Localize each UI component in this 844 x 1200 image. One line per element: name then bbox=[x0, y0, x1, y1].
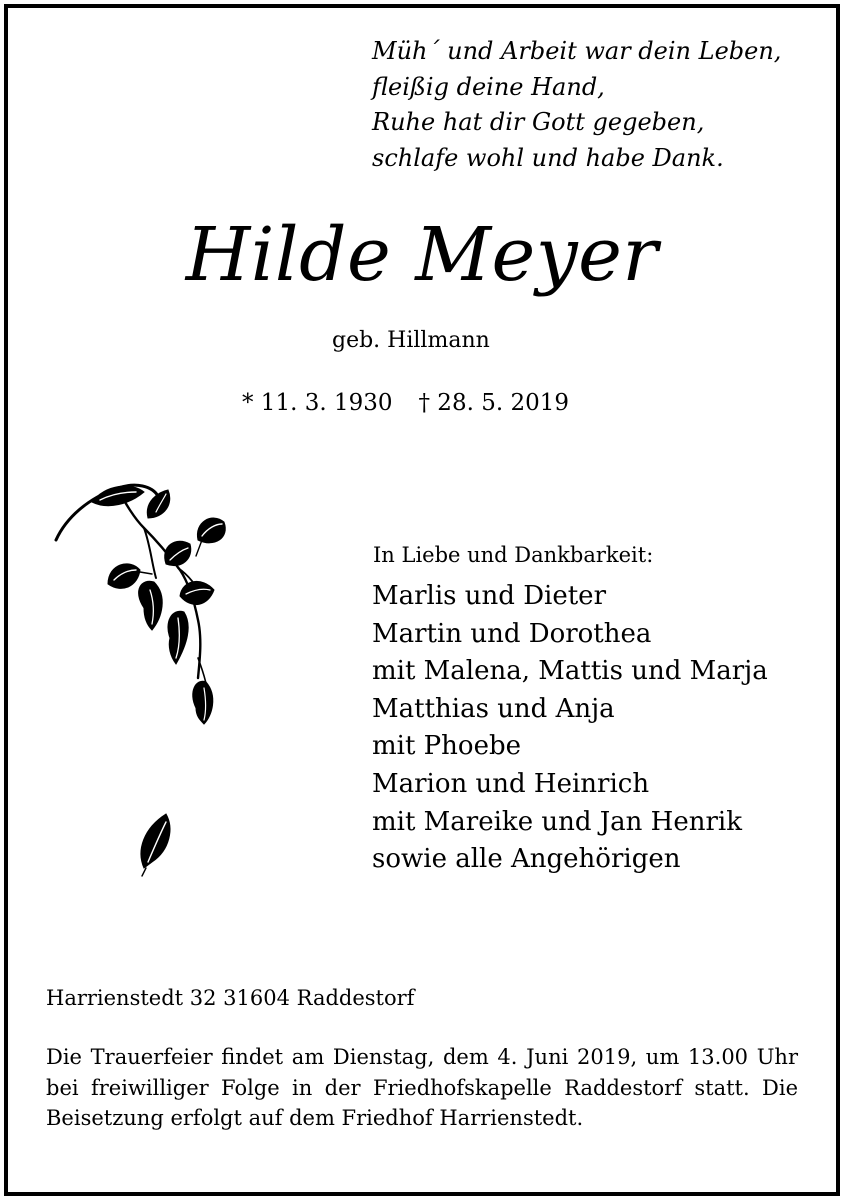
list-item: mit Phoebe bbox=[372, 731, 521, 762]
poem-line: Müh´ und Arbeit war dein Leben, bbox=[372, 37, 782, 65]
list-item: sowie alle Angehörigen bbox=[372, 844, 681, 875]
deceased-name: Hilde Meyer bbox=[185, 212, 659, 298]
death-date: † 28. 5. 2019 bbox=[418, 390, 569, 416]
birth-date: * 11. 3. 1930 bbox=[242, 390, 393, 416]
poem-line: schlafe wohl und habe Dank. bbox=[372, 143, 724, 172]
list-item: Marion und Heinrich bbox=[372, 768, 650, 799]
list-item: Matthias und Anja bbox=[372, 693, 615, 724]
maiden-name: geb. Hillmann bbox=[332, 328, 490, 353]
life-dates bbox=[242, 388, 569, 418]
list-item: Marlis und Dieter bbox=[372, 581, 606, 611]
falling-leaves-branch-icon bbox=[48, 478, 238, 878]
poem-line: fleißig deine Hand, bbox=[372, 72, 605, 101]
memorial-poem bbox=[372, 34, 781, 176]
ceremony-notice: Die Trauerfeier findet am Dienstag, dem 4. Juni 2019, um 13.00 Uhr bei freiwilliger Folge in der Friedhofskapelle Raddestorf statt. Die Beisetzung erfolgt auf dem Friedhof Harrienstedt. bbox=[46, 1045, 798, 1130]
mourning-address: Harrienstedt 32 31604 Raddestorf bbox=[46, 986, 415, 1010]
mourners-intro: In Liebe und Dankbarkeit: bbox=[373, 543, 654, 567]
list-item: mit Malena, Mattis und Marja bbox=[372, 656, 768, 687]
mourners-list bbox=[372, 578, 768, 879]
list-item: Martin und Dorothea bbox=[372, 618, 652, 649]
list-item: mit Mareike und Jan Henrik bbox=[372, 806, 742, 837]
poem-line: Ruhe hat dir Gott gegeben, bbox=[372, 108, 705, 136]
